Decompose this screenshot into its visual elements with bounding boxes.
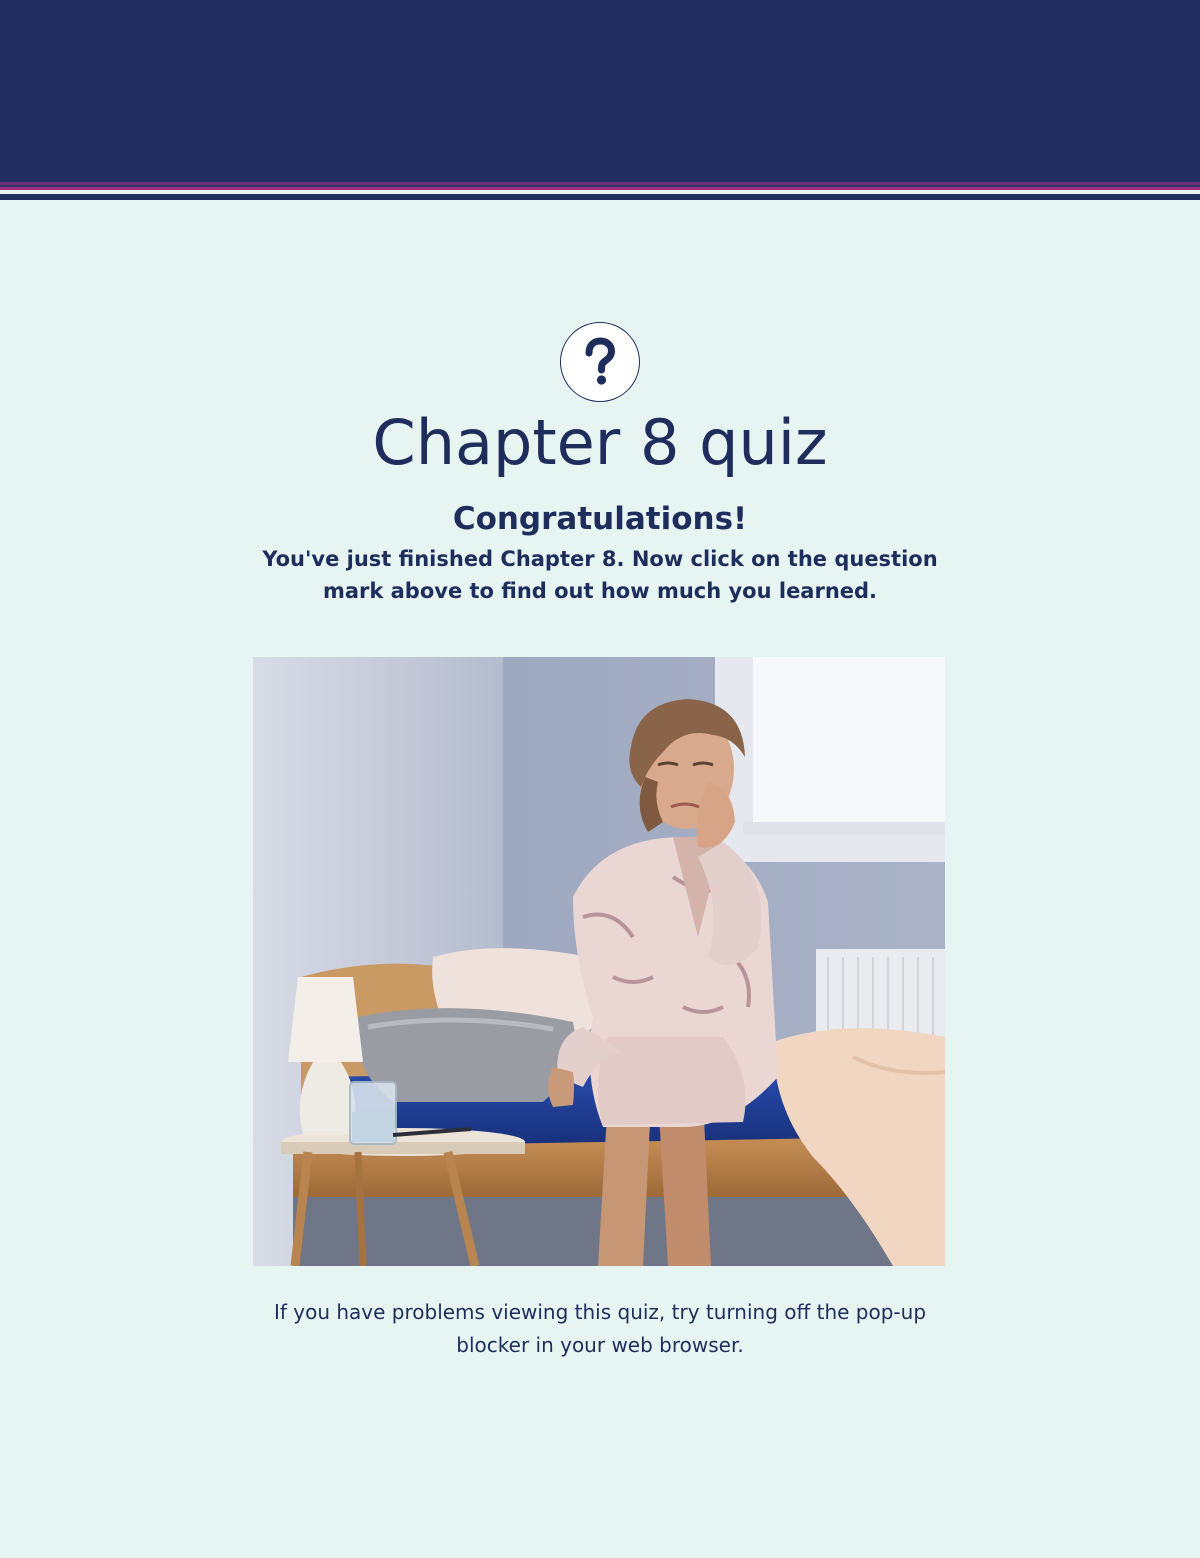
woman-sitting-on-bed-photo (253, 657, 945, 1266)
instruction-text: You've just finished Chapter 8. Now click on the question mark above to find out how much you learned. (262, 547, 938, 603)
page-title: Chapter 8 quiz (372, 406, 828, 479)
header-banner (0, 0, 1200, 182)
question-mark-icon (561, 323, 638, 400)
header-bottom-stripe (0, 194, 1200, 200)
quiz-question-mark-button[interactable] (560, 322, 640, 402)
congrats-heading: Congratulations! (452, 501, 748, 537)
popup-blocker-note: If you have problems viewing this quiz, try turning off the pop-up blocker in your web browser. (273, 1300, 927, 1357)
